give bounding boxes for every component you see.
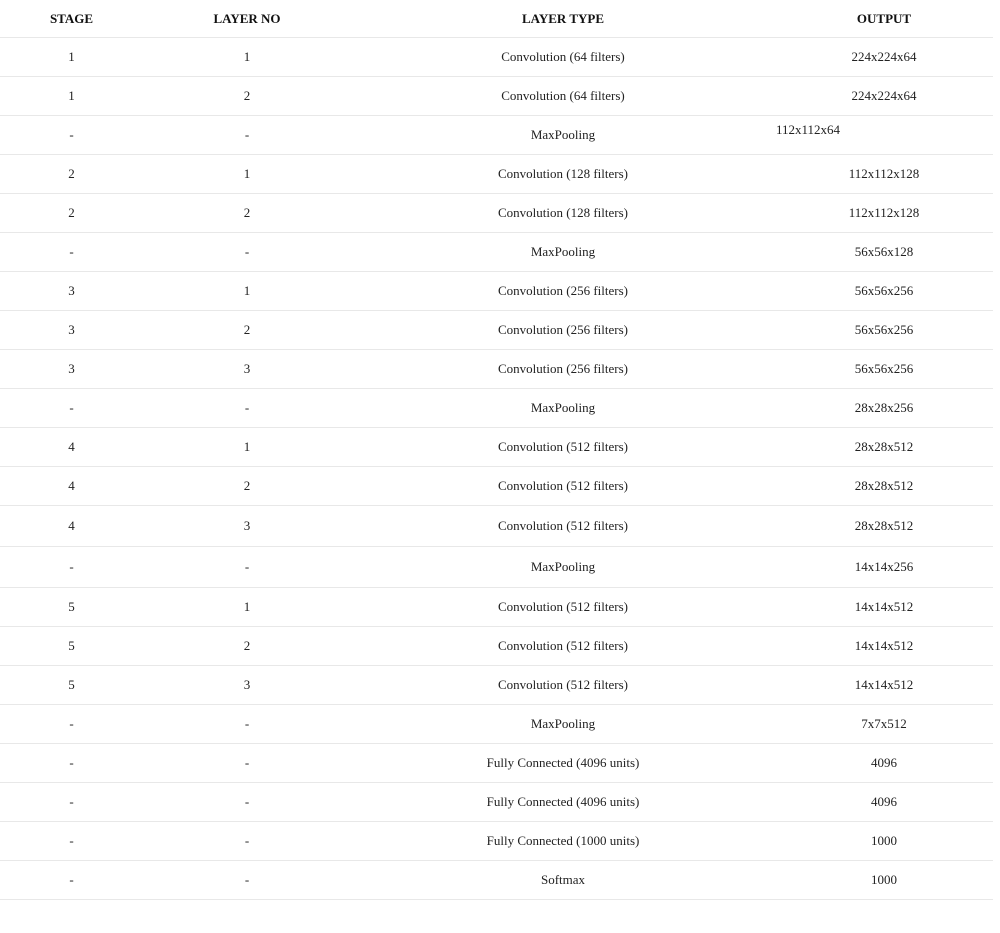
table-row xyxy=(0,627,993,666)
header-layer-type: LAYER TYPE xyxy=(522,10,604,26)
table-row xyxy=(0,467,993,506)
table-header xyxy=(0,0,993,38)
output-cell: 112x112x64 xyxy=(776,122,841,137)
stage-cell: 3 xyxy=(68,283,75,298)
layer-type-cell: Convolution (256 filters) xyxy=(498,283,628,298)
layer-type-cell: MaxPooling xyxy=(530,244,596,259)
header-layer-no: LAYER NO xyxy=(213,10,281,26)
output-cell: 1000 xyxy=(871,872,897,887)
table-row xyxy=(0,744,993,783)
stage-cell: 3 xyxy=(68,322,75,337)
layer-type-cell: Convolution (512 filters) xyxy=(498,638,628,653)
output-cell: 14x14x512 xyxy=(854,677,914,692)
table-row xyxy=(0,506,993,547)
stage-cell: 5 xyxy=(68,677,75,692)
stage-cell: - xyxy=(69,559,74,574)
layer-no-cell: 1 xyxy=(243,166,251,181)
output-cell: 14x14x256 xyxy=(854,559,914,574)
layer-no-cell: 2 xyxy=(243,478,251,493)
output-cell: 224x224x64 xyxy=(851,49,917,64)
stage-cell: 2 xyxy=(68,205,75,220)
output-cell: 28x28x256 xyxy=(854,400,914,415)
layer-type-cell: Fully Connected (1000 units) xyxy=(486,833,640,848)
table-row xyxy=(0,350,993,389)
layer-type-cell: MaxPooling xyxy=(530,716,596,731)
layer-no-cell: 1 xyxy=(243,439,251,454)
layer-no-cell: 2 xyxy=(243,638,251,653)
layer-type-cell: Convolution (128 filters) xyxy=(498,205,628,220)
layer-type-cell: MaxPooling xyxy=(530,127,596,142)
layer-type-cell: Fully Connected (4096 units) xyxy=(486,794,640,809)
layer-type-cell: MaxPooling xyxy=(530,400,596,415)
output-cell: 28x28x512 xyxy=(854,439,914,454)
table-row xyxy=(0,38,993,77)
layer-no-cell: 1 xyxy=(243,283,251,298)
table-row xyxy=(0,588,993,627)
layer-type-cell: Convolution (512 filters) xyxy=(498,439,628,454)
layer-type-cell: MaxPooling xyxy=(530,559,596,574)
layer-no-cell: 3 xyxy=(243,518,251,533)
output-cell: 224x224x64 xyxy=(851,88,917,103)
table-row xyxy=(0,272,993,311)
stage-cell: 5 xyxy=(68,599,75,614)
layer-no-cell: 2 xyxy=(243,205,251,220)
stage-cell: - xyxy=(69,716,74,731)
output-cell: 14x14x512 xyxy=(854,638,914,653)
output-cell: 56x56x256 xyxy=(854,322,914,337)
layer-no-cell: - xyxy=(244,794,250,809)
layer-type-cell: Convolution (256 filters) xyxy=(498,361,628,376)
stage-cell: 2 xyxy=(68,166,75,181)
output-cell: 1000 xyxy=(871,833,897,848)
layer-type-cell: Convolution (256 filters) xyxy=(498,322,628,337)
stage-cell: 4 xyxy=(68,439,75,454)
output-cell: 56x56x256 xyxy=(854,361,914,376)
layer-no-cell: 3 xyxy=(243,361,251,376)
layer-no-cell: - xyxy=(244,755,250,770)
header-stage: STAGE xyxy=(49,10,94,26)
header-output: OUTPUT xyxy=(856,10,912,26)
output-cell: 4096 xyxy=(871,794,897,809)
table-row xyxy=(0,705,993,744)
stage-cell: 4 xyxy=(68,478,75,493)
layer-no-cell: - xyxy=(244,400,250,415)
table-row xyxy=(0,428,993,467)
table-row xyxy=(0,666,993,705)
stage-cell: 3 xyxy=(68,361,75,376)
layer-type-cell: Convolution (512 filters) xyxy=(498,677,628,692)
table-row xyxy=(0,861,993,900)
table-row xyxy=(0,311,993,350)
layer-type-cell: Convolution (128 filters) xyxy=(498,166,628,181)
stage-cell: 4 xyxy=(68,518,75,533)
table-row xyxy=(0,233,993,272)
layer-no-cell: 1 xyxy=(243,599,251,614)
layer-no-cell: - xyxy=(244,559,250,574)
layer-no-cell: 1 xyxy=(243,49,251,64)
layer-no-cell: 2 xyxy=(243,322,251,337)
output-cell: 28x28x512 xyxy=(854,478,914,493)
layer-type-cell: Convolution (64 filters) xyxy=(501,49,625,64)
table-row xyxy=(0,783,993,822)
table-row xyxy=(0,822,993,861)
layer-type-cell: Softmax xyxy=(540,872,586,887)
stage-cell: - xyxy=(69,244,74,259)
table-row xyxy=(0,547,993,588)
layer-no-cell: - xyxy=(244,833,250,848)
table-row xyxy=(0,77,993,116)
output-cell: 112x112x128 xyxy=(848,205,920,220)
layer-no-cell: - xyxy=(244,872,250,887)
table-row xyxy=(0,194,993,233)
output-cell: 14x14x512 xyxy=(854,599,914,614)
layer-no-cell: 3 xyxy=(243,677,251,692)
layer-no-cell: - xyxy=(244,127,250,142)
stage-cell: - xyxy=(69,872,74,887)
layer-type-cell: Convolution (512 filters) xyxy=(498,518,628,533)
output-cell: 7x7x512 xyxy=(861,716,907,731)
output-cell: 28x28x512 xyxy=(854,518,914,533)
stage-cell: - xyxy=(69,400,74,415)
stage-cell: 1 xyxy=(68,88,75,103)
stage-cell: 1 xyxy=(68,49,75,64)
layer-type-cell: Convolution (512 filters) xyxy=(498,478,628,493)
stage-cell: - xyxy=(69,794,74,809)
output-cell: 112x112x128 xyxy=(848,166,920,181)
layer-no-cell: 2 xyxy=(243,88,251,103)
layer-type-cell: Convolution (512 filters) xyxy=(498,599,628,614)
stage-cell: 5 xyxy=(68,638,75,653)
output-cell: 56x56x128 xyxy=(854,244,914,259)
layer-type-cell: Convolution (64 filters) xyxy=(501,88,625,103)
layer-type-cell: Fully Connected (4096 units) xyxy=(486,755,640,770)
table-row xyxy=(0,116,993,155)
stage-cell: - xyxy=(69,755,74,770)
table-row xyxy=(0,389,993,428)
layer-no-cell: - xyxy=(244,716,250,731)
output-cell: 4096 xyxy=(871,755,897,770)
layer-no-cell: - xyxy=(244,244,250,259)
table-row xyxy=(0,155,993,194)
stage-cell: - xyxy=(69,833,74,848)
stage-cell: - xyxy=(69,127,74,142)
output-cell: 56x56x256 xyxy=(854,283,914,298)
